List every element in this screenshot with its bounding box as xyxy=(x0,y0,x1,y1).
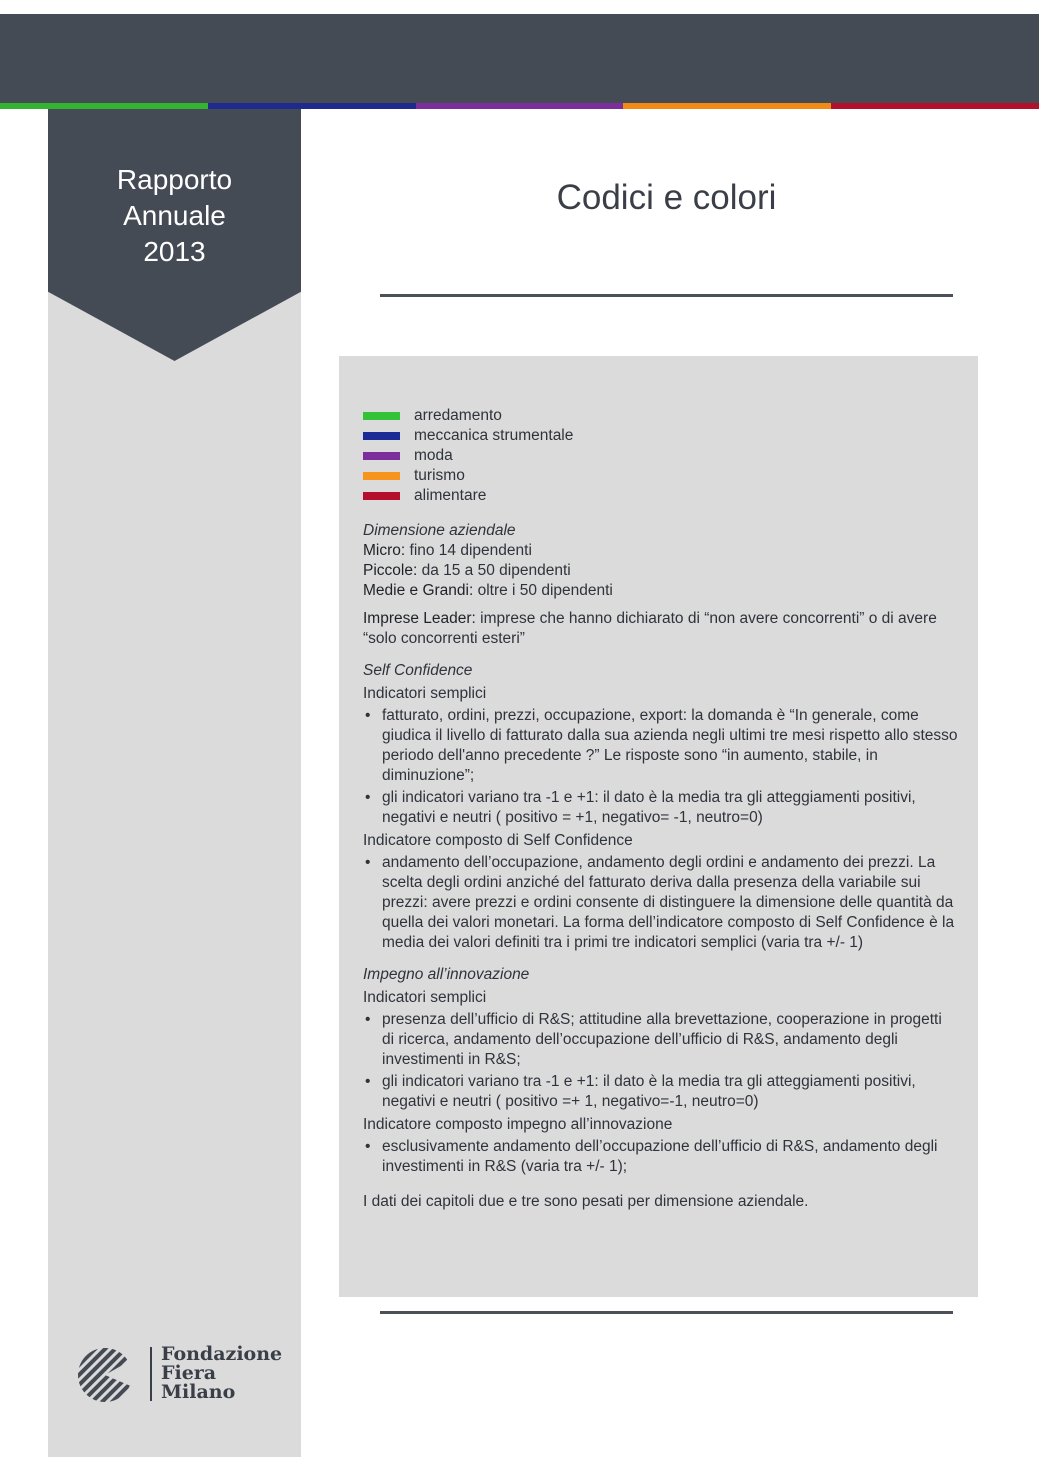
legend-item xyxy=(363,406,958,426)
section-title-innovazione: Impegno all’innovazione xyxy=(363,966,530,983)
legend-label: meccanica strumentale xyxy=(414,427,574,444)
definition-term: Piccole: xyxy=(363,562,418,579)
leader-definition xyxy=(363,609,958,649)
report-title-line: Rapporto xyxy=(116,164,233,195)
bullet-list xyxy=(363,1137,958,1177)
header-bar xyxy=(0,14,1039,104)
definition-term: Micro: xyxy=(363,542,406,559)
legend-label: turismo xyxy=(414,467,465,484)
fondazione-logo xyxy=(77,1343,283,1405)
section-title-self-confidence: Self Confidence xyxy=(363,662,473,679)
subsection-title: Indicatori semplici xyxy=(363,685,487,702)
bottom-divider xyxy=(380,1311,953,1314)
list-item: • fatturato, ordini, prezzi, occupazione, export: la domanda è “In generale, come giudica il livello di fatturato dalla sua azienda negli ultimi tre mesi rispetto allo stesso periodo dell'anno precedente ?” Le risposte sono “in aumento, stabile, in diminuzione”; xyxy=(363,706,958,786)
bullet-list xyxy=(363,1010,958,1112)
report-title xyxy=(48,162,301,270)
bullet-list xyxy=(363,853,958,953)
subsection-title: Indicatori semplici xyxy=(363,989,487,1006)
footnote: I dati dei capitoli due e tre sono pesati per dimensione aziendale. xyxy=(363,1193,809,1210)
legend-item xyxy=(363,446,958,466)
legend-label: alimentare xyxy=(414,487,487,504)
definition xyxy=(363,581,958,601)
definition-term: Imprese Leader: xyxy=(363,610,476,627)
logo-line: Milano xyxy=(161,1381,236,1403)
legend-swatch xyxy=(363,492,400,500)
list-item: • esclusivamente andamento dell’occupazione dell’ufficio di R&S, andamento degli investimenti in R&S (varia tra +/- 1); xyxy=(363,1137,958,1177)
list-item: • andamento dell’occupazione, andamento degli ordini e andamento dei prezzi. La scelta degli ordini anziché del fatturato deriva dalla presenza della variabile sui prezzi: avere prezzi e ordini consente di distinguere la dimensione delle quantità da quella dei valori monetari. La forma dell’indicatore composto di Self Confidence è la media dei valori definiti tra i primi tre indicatori semplici (varia tra +/- 1) xyxy=(363,853,958,953)
definition xyxy=(363,561,958,581)
subsection-title: Indicatore composto di Self Confidence xyxy=(363,832,633,849)
legend-label: arredamento xyxy=(414,407,502,424)
legend xyxy=(363,406,958,506)
definition-text: da 15 a 50 dipendenti xyxy=(417,562,571,579)
stripe-4 xyxy=(623,103,831,109)
top-divider xyxy=(380,294,953,297)
definition-term: Medie e Grandi: xyxy=(363,582,474,599)
report-title-line: 2013 xyxy=(143,236,206,267)
logo-wordmark xyxy=(161,1345,282,1402)
stripe-5 xyxy=(831,103,1039,109)
content xyxy=(363,406,958,1212)
logo-mark-icon xyxy=(77,1347,133,1403)
section-title-dimensione: Dimensione aziendale xyxy=(363,522,516,539)
logo-divider xyxy=(150,1347,152,1401)
page-title: Codici e colori xyxy=(556,178,777,217)
definition-text: imprese che hanno dichiarato di “non avere concorrenti” o di avere “solo concorrenti esteri” xyxy=(363,610,937,647)
legend-item xyxy=(363,426,958,446)
list-item: • presenza dell’ufficio di R&S; attitudine alla brevettazione, cooperazione in progetti di ricerca, andamento dell’occupazione dell’ufficio di R&S, andamento degli investimenti in R&S; xyxy=(363,1010,958,1070)
stripe-3 xyxy=(416,103,624,109)
logo-line: Fiera xyxy=(161,1362,217,1384)
legend-swatch xyxy=(363,452,400,460)
definition xyxy=(363,541,958,561)
definition-text: oltre i 50 dipendenti xyxy=(473,582,613,599)
legend-swatch xyxy=(363,412,400,420)
report-title-line: Annuale xyxy=(123,200,226,231)
list-item: • gli indicatori variano tra -1 e +1: il dato è la media tra gli atteggiamenti positivi, negativi e neutri ( positivo =+ 1, negativo=-1, neutro=0) xyxy=(363,1072,958,1112)
legend-swatch xyxy=(363,432,400,440)
bullet-list xyxy=(363,706,958,828)
definition-text: fino 14 dipendenti xyxy=(405,542,532,559)
list-item: • gli indicatori variano tra -1 e +1: il dato è la media tra gli atteggiamenti positivi, negativi e neutri ( positivo = +1, negativo= -1, neutro=0) xyxy=(363,788,958,828)
legend-item xyxy=(363,486,958,506)
logo-line: Fondazione xyxy=(161,1343,283,1365)
legend-swatch xyxy=(363,472,400,480)
legend-label: moda xyxy=(414,447,453,464)
legend-item xyxy=(363,466,958,486)
subsection-title: Indicatore composto impegno all’innovazione xyxy=(363,1116,673,1133)
